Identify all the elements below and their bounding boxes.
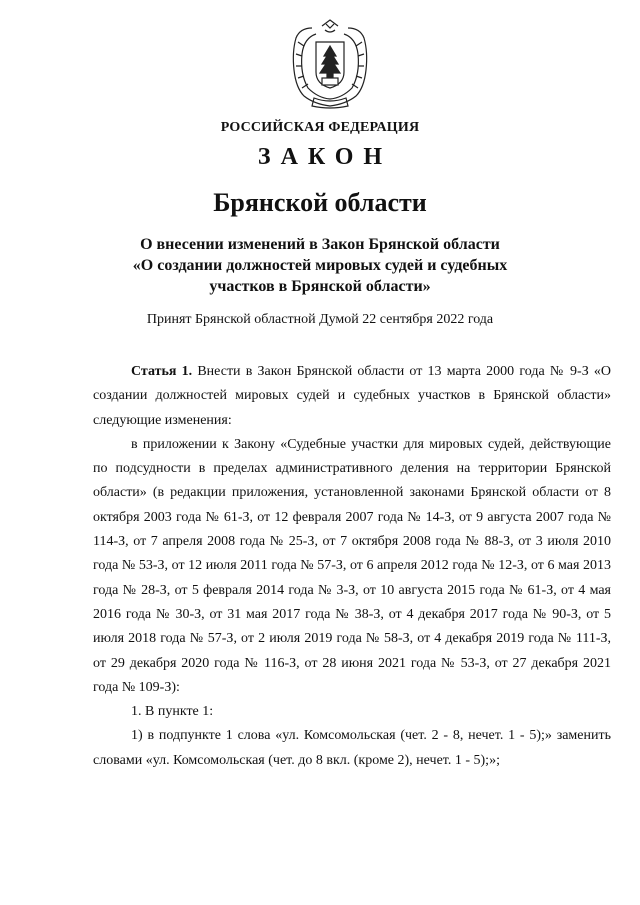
law-subject-heading <box>0 234 640 297</box>
subpoint-1-paragraph: 1) в подпункте 1 слова «ул. Комсомольская (чет. 2 - 8, нечет. 1 - 5);» заменить словами «ул. Комсомольская (чет. до 8 вкл. (кроме 2), нечет. 1 - 5);»; <box>93 728 611 768</box>
subject-line: «О создании должностей мировых судей и судебных <box>132 257 508 274</box>
federation-title: РОССИЙСКАЯ ФЕДЕРАЦИЯ <box>220 120 420 135</box>
subject-line: участков в Брянской области» <box>209 278 431 295</box>
subject-line: О внесении изменений в Закон Брянской области <box>140 236 500 253</box>
region-title: Брянской области <box>213 188 427 217</box>
adoption-line: Принят Брянской областной Думой 22 сентября 2022 года <box>146 312 494 327</box>
article-1-paragraph <box>93 360 611 433</box>
article-label: Статья 1. <box>131 364 193 379</box>
law-body <box>93 360 611 773</box>
article-text: Внести в Закон Брянской области от 13 марта 2000 года № 9-З «О создании должностей мировых судей и судебных участков в Брянской области» следующие изменения: <box>93 364 612 428</box>
appendix-amendment-paragraph: в приложении к Закону «Судебные участки для мировых судей, действующие по подсудности в пределах административного деления на территории Брянской области» (в редакции приложения, установленной законами Брянской области от 8 октября 2003 года № 61-З, от 12 февраля 2007 года № 14-З, от 9 августа 2007 года № 114-З, от 7 апреля 2008 года № 25-З, от 7 октября 2008 года № 88-З, от 3 июля 2010 года № 53-З, от 12 июля 2011 года № 57-З, от 6 апреля 2012 года № 12-З, от 6 мая 2013 года № 28-З, от 5 февраля 2014 года № 3-З, от 10 августа 2015 года № 61-З, от 4 мая 2016 года № 30-З, от 31 мая 2017 года № 38-З, от 4 декабря 2017 года № 90-З, от 5 июля 2018 года № 57-З, от 2 июля 2019 года № 58-З, от 4 декабря 2019 года № 111-З, от 29 декабря 2020 года № 116-З, от 28 июня 2021 года № 53-З, от 27 декабря 2021 года № 109-З): <box>93 436 611 695</box>
law-title: ЗАКОН <box>257 144 393 170</box>
bryansk-coat-of-arms-emblem <box>290 18 370 110</box>
point-1-paragraph: 1. В пункте 1: <box>131 704 214 720</box>
